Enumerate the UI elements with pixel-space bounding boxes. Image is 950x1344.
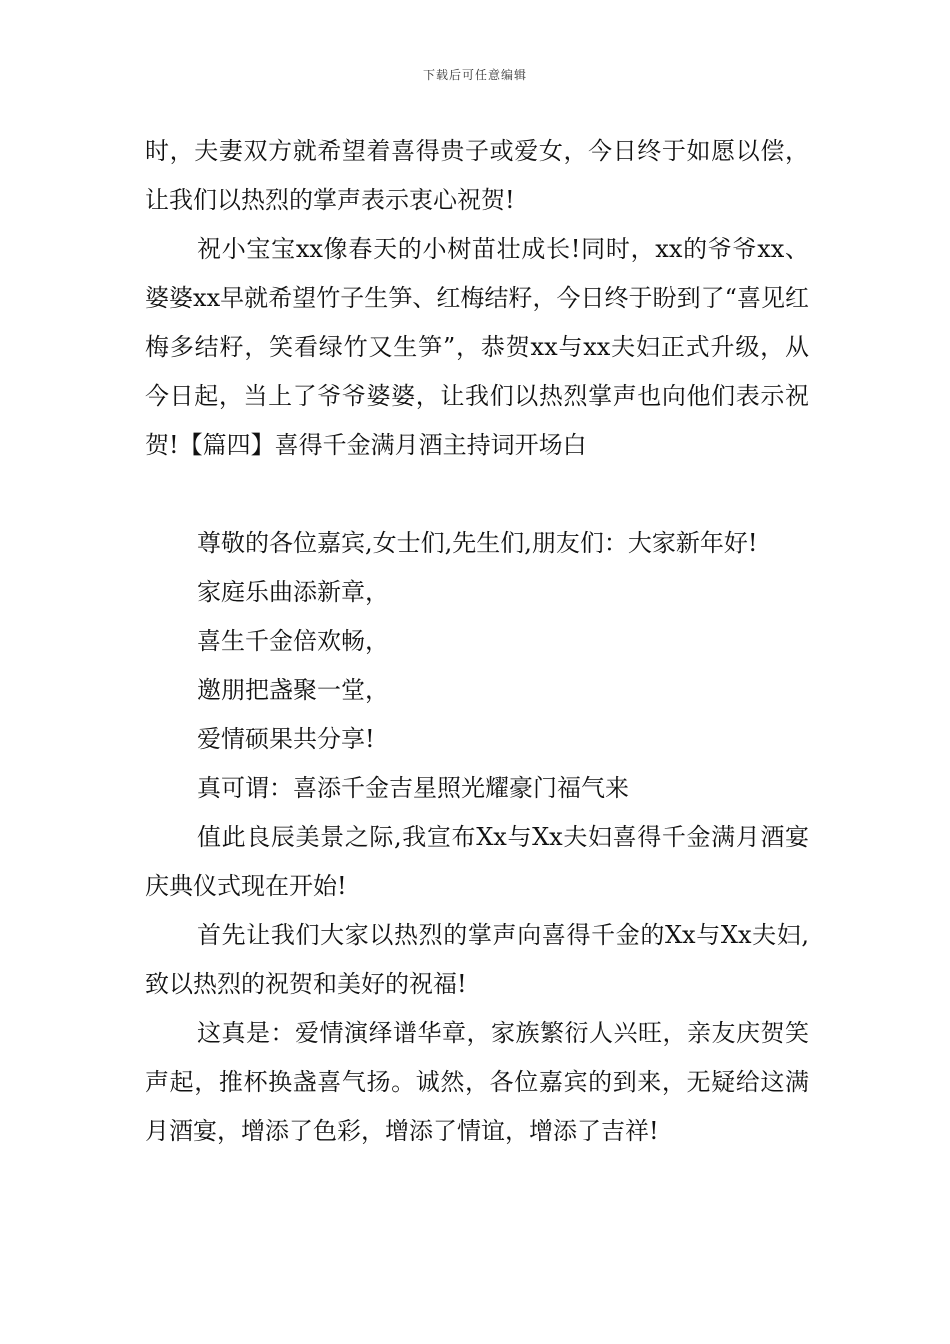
paragraph-continuation: 时，夫妻双方就希望着喜得贵子或爱女，今日终于如愿以偿，让我们以热烈的掌声表示衷心祝贺! [145,137,809,214]
poem-line-4: 爱情硕果共分享! [197,725,375,753]
paragraph-applause: 首先让我们大家以热烈的掌声向喜得千金的Xx与Xx夫妇,致以热烈的祝贺和美好的祝福! [145,921,809,998]
poem-line-1: 家庭乐曲添新章， [197,578,389,606]
poem-line-3: 邀朋把盏聚一堂， [197,676,389,704]
paragraph-celebration: 这真是：爱情演绎谱华章，家族繁衍人兴旺，亲友庆贺笑声起，推杯换盏喜气扬。诚然，各位嘉宾的到来，无疑给这满月酒宴，增添了色彩，增添了情谊，增添了吉祥! [145,1019,809,1145]
paragraph-greeting: 尊敬的各位嘉宾,女士们,先生们,朋友们：大家新年好! [197,529,758,557]
poem-line-2: 喜生千金倍欢畅， [197,627,389,655]
page-header-note: 下载后可任意编辑 [422,68,527,82]
paragraph-blessing: 祝小宝宝xx像春天的小树苗壮成长!同时，xx的爷爷xx、婆婆xx早就希望竹子生笋、红梅结籽，今日终于盼到了“喜见红梅多结籽，笑看绿竹又生笋”，恭贺xx与xx夫妇正式升级，从今日起，当上了爷爷婆婆，让我们以热烈掌声也向他们表示祝贺!【篇四】喜得千金满月酒主持词开场白 [145,235,809,459]
paragraph-couplet: 真可谓：喜添千金吉星照光耀豪门福气来 [197,774,629,802]
paragraph-spacer [145,470,809,519]
document-body [145,127,809,1156]
paragraph-announcement: 值此良辰美景之际,我宣布Xx与Xx夫妇喜得千金满月酒宴庆典仪式现在开始! [145,823,809,900]
